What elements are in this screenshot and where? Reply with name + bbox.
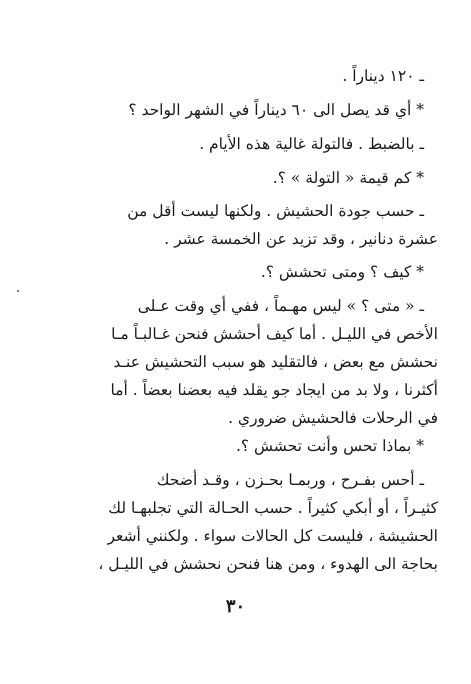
question-line: * كم قيمة « التولة » ؟. <box>272 169 424 187</box>
answer-line: أكثرنا ، ولا بد من ايجاد جو يقلد فيه بعضنا بعضاً . أما <box>110 381 438 399</box>
body-text <box>36 96 438 124</box>
page-number: ٣٠ <box>225 596 246 617</box>
body-text <box>36 164 438 192</box>
answer-line: ـ حسب جودة الحشيش . ولكنها ليست أقل من <box>127 202 424 220</box>
answer-line: كثيـراً ، أو أبكي كثيراً . حسب الحـالة التي تجلبهـا لك <box>108 499 438 517</box>
question-line: * أي قد يصل الى ٦٠ ديناراً في الشهر الواحد ؟ <box>128 101 424 119</box>
answer-line: بحاجة الى الهدوء ، ومن هنا فنحن نحشش في الليـل ، <box>98 555 438 573</box>
body-text <box>36 292 438 432</box>
body-text <box>36 432 438 460</box>
answer-line: نحشش مع بعض ، فالتقليد هو سبب التحشيش عنـد <box>113 353 438 371</box>
answer-line: ـ بالضبط . فالتولة غالية هذه الأيام . <box>199 135 424 153</box>
body-text <box>36 130 438 158</box>
answer-line: ـ « متى ؟ » ليس مهـماً ، ففي أي وقت عـلى <box>137 297 424 315</box>
answer-line: عشرة دنانير ، وقد تزيد عن الخمسة عشر . <box>164 230 438 248</box>
margin-speck <box>17 290 19 292</box>
answer-line: في الرحلات فالحشيش ضروري . <box>228 409 438 427</box>
answer-line: ـ ١٢٠ ديناراً . <box>342 67 424 85</box>
body-text <box>36 197 438 253</box>
answer-line: ـ أحس بفـرح ، وربمـا بحـزن ، وقـد أضحك <box>156 471 424 489</box>
body-text <box>36 62 438 90</box>
answer-line: الأخص في الليـل . أما كيف أحشش فنحن غـالبـاً مـا <box>111 325 438 343</box>
question-line: * كيف ؟ ومتى تحشش ؟. <box>260 263 424 281</box>
body-text <box>36 466 438 578</box>
answer-line: الحشيشة ، فليست كل الحالات سواء . ولكنني أشعر <box>107 527 438 545</box>
question-line: * بماذا تحس وأنت تحشش ؟. <box>235 437 424 455</box>
body-text <box>36 258 438 286</box>
